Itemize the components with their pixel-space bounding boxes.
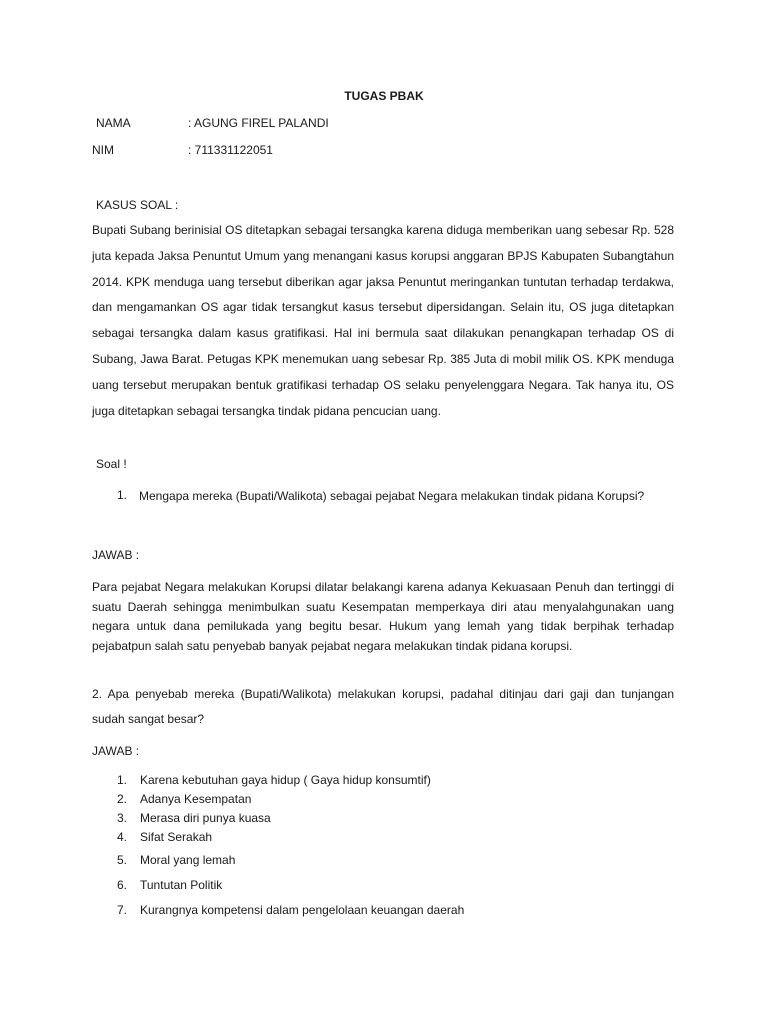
nim-label: NIM <box>92 143 114 157</box>
list-item-number: 2. <box>117 792 128 806</box>
question-2: 2. Apa penyebab mereka (Bupati/Walikota) melakukan korupsi, padahal ditinjau dari gaji dan tunjangan sudah sangat besar? <box>92 687 674 726</box>
list-item-number: 5. <box>117 853 128 867</box>
list-item-number: 1. <box>117 773 128 787</box>
document-title: TUGAS PBAK <box>344 89 424 103</box>
list-item-text: Tuntutan Politik <box>140 878 223 892</box>
soal-heading: Soal ! <box>96 457 127 471</box>
list-item <box>117 773 431 787</box>
nim-value: : 711331122051 <box>188 143 273 157</box>
name-value: : AGUNG FIREL PALANDI <box>188 116 329 130</box>
list-item-number: 6. <box>117 878 128 892</box>
list-item <box>117 903 464 917</box>
question-1-number: 1. <box>117 488 128 502</box>
name-label: NAMA <box>96 116 131 130</box>
list-item-text: Karena kebutuhan gaya hidup ( Gaya hidup konsumtif) <box>140 773 431 787</box>
answer-1-paragraph: Para pejabat Negara melakukan Korupsi dilatar belakangi karena adanya Kekuasaan Penuh dan tertinggi di suatu Daerah sehingga menimbulkan suatu Kesempatan memperkaya diri atau menyalahgunakan uang negara untuk dana pemilukada yang begitu besar. Hukum yang lemah yang tidak berpihak terhadap pejabatpun salah satu penyebab banyak pejabat negara melakukan tindak pidana korupsi. <box>92 580 674 654</box>
case-paragraph: Bupati Subang berinisial OS ditetapkan sebagai tersangka karena diduga memberikan uang sebesar Rp. 528 juta kepada Jaksa Penuntut Umum yang menangani kasus korupsi anggaran BPJS Kabupaten Subangtahun 2014. KPK menduga uang tersebut diberikan agar jaksa Penuntut meringankan tuntutan terhadap terdakwa, dan mengamankan OS agar tidak tersangkut kasus tersebut dipersidangan. Selain itu, OS juga ditetapkan sebagai tersangka dalam kasus gratifikasi. Hal ini bermula saat dilakukan penangkapan terhadap OS di Subang, Jawa Barat. Petugas KPK menemukan uang sebesar Rp. 385 Juta di mobil milik OS. KPK menduga uang tersebut merupakan bentuk gratifikasi terhadap OS selaku penyelenggara Negara. Tak hanya itu, OS juga ditetapkan sebagai tersangka tindak pidana pencucian uang. <box>92 223 674 418</box>
list-item-text: Kurangnya kompetensi dalam pengelolaan keuangan daerah <box>140 903 465 917</box>
list-item-text: Sifat Serakah <box>140 830 213 844</box>
list-item <box>117 830 212 844</box>
case-heading: KASUS SOAL : <box>96 198 179 212</box>
list-item-number: 7. <box>117 903 128 917</box>
answer-2-heading: JAWAB : <box>92 744 140 758</box>
question-1-text: Mengapa mereka (Bupati/Walikota) sebagai pejabat Negara melakukan tindak pidana Korupsi? <box>139 489 645 503</box>
list-item-text: Adanya Kesempatan <box>140 792 252 806</box>
list-item <box>117 878 222 892</box>
list-item <box>117 792 251 806</box>
list-item-number: 4. <box>117 830 128 844</box>
list-item <box>117 853 235 867</box>
answer-1-heading: JAWAB : <box>92 548 140 562</box>
list-item-text: Merasa diri punya kuasa <box>140 811 271 825</box>
list-item-number: 3. <box>117 811 128 825</box>
list-item-text: Moral yang lemah <box>140 853 236 867</box>
list-item <box>117 811 271 825</box>
